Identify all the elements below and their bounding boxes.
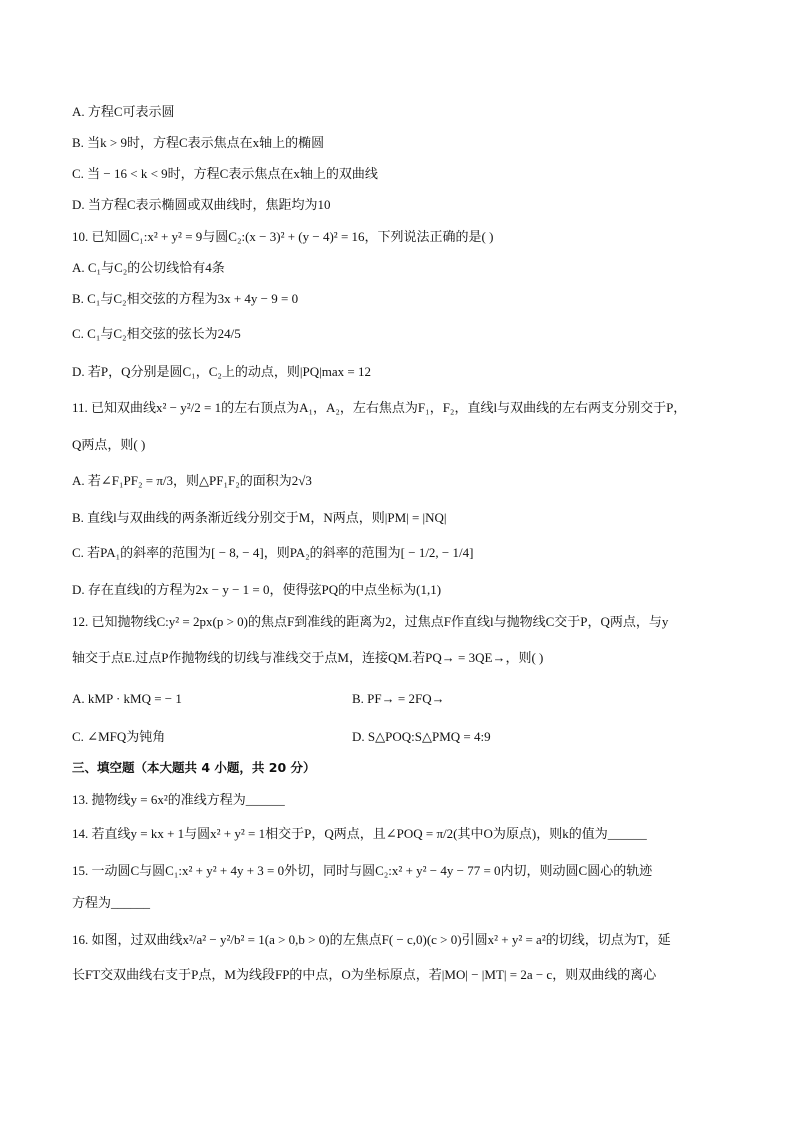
option-12a: A. kMP · kMQ = − 1 [72,691,182,706]
option-10a: A. C₁与C₂的公切线恰有4条 [72,260,225,275]
option-9c: C. 当 − 16 < k < 9时，方程C表示焦点在x轴上的双曲线 [72,166,378,181]
section-heading: 三、填空题（本大题共 4 小题，共 20 分） [72,760,316,775]
option-11a: A. 若∠F₁PF₂ = π/3，则△PF₁F₂的面积为2√3 [72,473,312,488]
question-15-cont: 方程为______ [72,895,151,910]
option-11b: B. 直线l与双曲线的两条渐近线分别交于M，N两点，则|PM| = |NQ| [72,510,447,525]
option-9b: B. 当k > 9时，方程C表示焦点在x轴上的椭圆 [72,135,325,150]
question-12-cont: 轴交于点E.过点P作抛物线的切线与准线交于点M，连接QM.若PQ→ = 3QE→，则( ) [72,650,544,665]
question-13: 13. 抛物线y = 6x²的准线方程为______ [72,792,285,807]
question-16: 16. 如图，过双曲线x²/a² − y²/b² = 1(a > 0,b > 0)的左焦点F( − c,0)(c > 0)引圆x² + y² = a²的切线，切点为T，延 [72,932,671,947]
option-9d: D. 当方程C表示椭圆或双曲线时，焦距均为10 [72,197,331,212]
option-11c: C. 若PA₁的斜率的范围为[ − 8, − 4]，则PA₂的斜率的范围为[ − 1/2, − 1/4] [72,545,474,560]
option-9a: A. 方程C可表示圆 [72,104,175,119]
option-12d: D. S△POQ:S△PMQ = 4:9 [352,729,491,744]
option-10c: C. C₁与C₂相交弦的弦长为24/5 [72,326,241,341]
question-16-cont: 长FT交双曲线右支于P点，M为线段FP的中点，O为坐标原点，若|MO| − |MT| = 2a − c，则双曲线的离心 [72,967,657,982]
option-12c: C. ∠MFQ为钝角 [72,729,166,744]
option-10d: D. 若P，Q分别是圆C₁，C₂上的动点，则|PQ|max = 12 [72,364,371,379]
question-11-cont: Q两点，则( ) [72,437,146,452]
question-10: 10. 已知圆C₁:x² + y² = 9与圆C₂:(x − 3)² + (y − 4)² = 16，下列说法正确的是( ) [72,229,494,244]
option-11d: D. 存在直线l的方程为2x − y − 1 = 0，使得弦PQ的中点坐标为(1,1) [72,582,442,597]
question-11: 11. 已知双曲线x² − y²/2 = 1的左右顶点为A₁，A₂，左右焦点为F₁，F₂，直线l与双曲线的左右两支分别交于P， [72,400,687,415]
option-12b: B. PF→ = 2FQ→ [352,691,445,706]
question-15: 15. 一动圆C与圆C₁:x² + y² + 4y + 3 = 0外切，同时与圆C₂:x² + y² − 4y − 77 = 0内切，则动圆C圆心的轨迹 [72,863,653,878]
option-10b: B. C₁与C₂相交弦的方程为3x + 4y − 9 = 0 [72,291,299,306]
question-12: 12. 已知抛物线C:y² = 2px(p > 0)的焦点F到准线的距离为2，过焦点F作直线l与抛物线C交于P，Q两点，与y [72,614,669,629]
question-14: 14. 若直线y = kx + 1与圆x² + y² = 1相交于P，Q两点，且∠POQ = π/2(其中O为原点)，则k的值为______ [72,826,647,841]
